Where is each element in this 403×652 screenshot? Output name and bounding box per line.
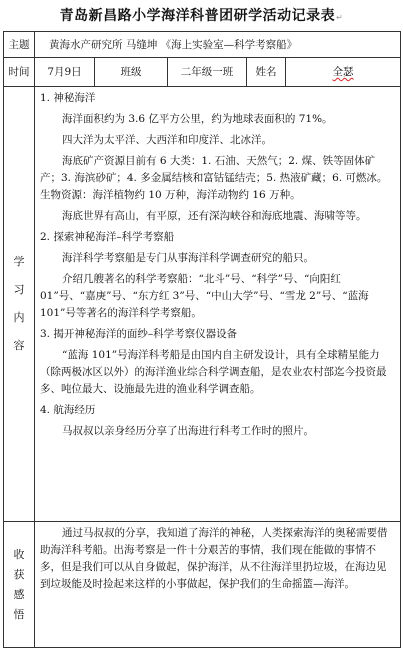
paragraph-ocean-area: 海洋面积约为 3.6 亿平方公里，约为地球表面积的 71%。: [62, 113, 333, 125]
theme-label: 主题: [4, 32, 35, 58]
paragraph-mark-icon: ↵: [336, 13, 344, 22]
paragraph-four-oceans: 四大洋为太平洋、大西洋和印度洋、北冰洋。: [62, 134, 272, 146]
section-heading-4: 4. 航海经历: [40, 404, 96, 416]
content-body: [35, 87, 401, 522]
paragraph-resources: 海底矿产资源目前有 6 大类：1. 石油、天然气；2. 煤、铁等固体矿产；3. 海滨砂矿；4. 多金属结核和富钴锰结壳；5. 热液矿藏；6. 可燃冰。生物资源：海洋植物约 10 万种，海洋动物约 16 万种。: [40, 155, 388, 201]
content-row: [4, 87, 401, 522]
content-label-char: 习: [13, 283, 25, 296]
paragraph-famous-ships: 介绍几艘著名的科学考察船：“北斗”号、“科学”号、“向阳红 01”号、“嘉庚”号、“东方红 3”号、“中山大学”号、“雪龙 2”号、“蓝海 101”号等著名的海洋科学考察船。: [40, 273, 369, 319]
time-value: 7月9日: [35, 58, 95, 87]
content-label: [4, 87, 35, 522]
name-value-text: 全瑟: [332, 66, 354, 78]
content-label-char: 学: [13, 255, 25, 268]
gains-label-char: 悟: [13, 607, 25, 621]
form-title: [0, 5, 403, 25]
record-table: [3, 31, 401, 648]
name-label: 姓名: [247, 58, 286, 87]
gains-label-char: 感: [13, 587, 25, 601]
gains-body: [35, 522, 401, 648]
gains-row: [4, 522, 401, 648]
section-heading-3: 3. 揭开神秘海洋的面纱–科学考察仪器设备: [40, 328, 238, 340]
paragraph-voyage: 马叔叔以亲身经历分享了出海进行科考工作时的照片。: [62, 425, 314, 437]
class-label: 班级: [95, 58, 168, 87]
theme-value: 黄海水产研究所 马缝坤 《海上实验室—科学考察船》: [35, 32, 401, 58]
time-label: 时间: [4, 58, 35, 87]
gains-text: 通过马叔叔的分享，我知道了海洋的神秘，人类探索海洋的奥秘需要借助海洋科考船。出海考察是一件十分艰苦的事情，我们现在能做的事情不多，但是我们可以从自身做起，保护海洋，从不往海洋里扔垃圾，在海边见到垃圾能及时捡起来这样的小事做起，保护我们的生命摇篮—海洋。: [40, 527, 388, 590]
info-row: [4, 58, 401, 87]
paragraph-lanhai-101: “蓝海 101”号海洋科考船是由国内自主研发设计，具有全球精星能力（除两极冰区以外）的海洋渔业综合科学调查船，是农业农村部迄今投资最多、吨位最大、设施最先进的渔业科学调查船。: [40, 349, 387, 395]
gains-label: [4, 522, 35, 648]
name-value: [286, 58, 401, 87]
paragraph-seabed: 海底世界有高山，有平原，还有深沟峡谷和海底地震、海啸等等。: [62, 210, 367, 222]
paragraph-research-ship: 海洋科学考察船是专门从事海洋科学调查研究的船只。: [62, 252, 314, 264]
gains-label-char: 获: [13, 567, 25, 581]
form-title-text: 青岛新昌路小学海洋科普团研学活动记录表: [59, 8, 336, 24]
section-heading-1: 1. 神秘海洋: [40, 92, 96, 104]
content-label-char: 内: [13, 311, 25, 324]
content-label-char: 容: [13, 339, 25, 352]
class-value: 二年级一班: [168, 58, 247, 87]
theme-row: [4, 32, 401, 58]
gains-label-char: 收: [13, 547, 25, 561]
section-heading-2: 2. 探索神秘海洋–科学考察船: [40, 231, 175, 243]
